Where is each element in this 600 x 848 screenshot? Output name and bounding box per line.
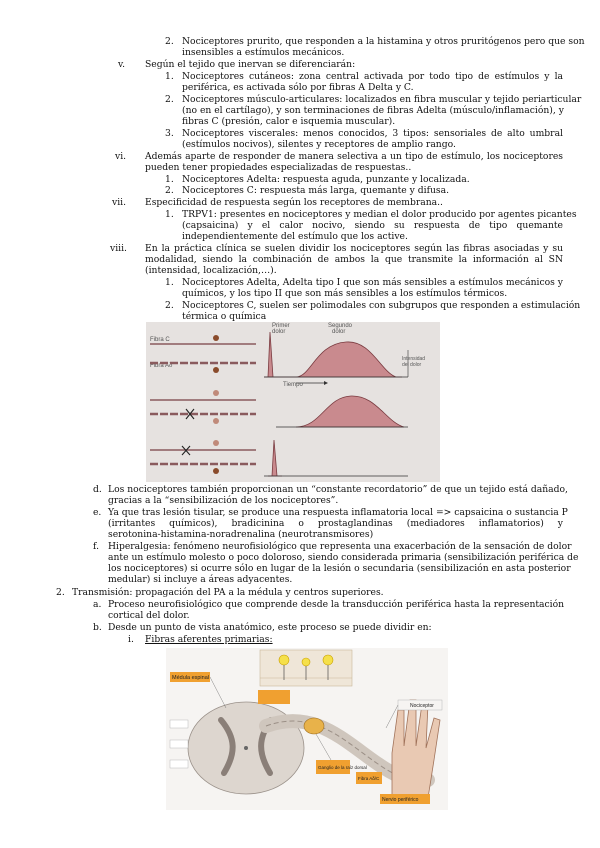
nociceptor-label: Nociceptor (410, 703, 434, 709)
spinal-cord-label: Médula espinal (172, 675, 209, 681)
text-line: Los nociceptores también proporcionan un “constante recordatorio” de que un tejido está dañado, (108, 484, 568, 495)
text-line: (capsaicina) y el calor nocivo, siendo su respuesta de tipo quemante (182, 220, 563, 231)
text-line: térmica o química (182, 311, 267, 322)
list-marker: 2. (165, 36, 174, 47)
text-line: serotonina-histamina-noradrenalina (neurotransmisores) (108, 529, 374, 540)
text-line: ante un estímulo molesto o poco doloroso, siendo considerada primaria (sensibilización periférica de (108, 552, 579, 563)
text-line: (estímulos nocivos), silentes y receptores de amplio rango. (182, 139, 456, 150)
afferent-fibers-figure (166, 648, 448, 810)
fiber-ad-label: Fibra Aδ (150, 363, 173, 369)
text-line: gracias a la “sensibilización de los nociceptores”. (108, 495, 339, 506)
figure-background (146, 322, 440, 482)
text-line: Nociceptores viscerales: menos conocidos, 3 tipos: sensoriales de alto umbral (182, 128, 563, 139)
text-line: Fibras aferentes primarias: (145, 634, 273, 645)
ganglion (304, 718, 324, 734)
list-marker: d. (93, 484, 102, 495)
svg-text:dolor: dolor (272, 329, 286, 335)
text-line: Desde un punto de vista anatómico, este proceso se puede dividir en: (108, 622, 432, 633)
fiber-label: Fibra Aδ/C (358, 776, 380, 781)
list-marker: 2. (56, 587, 65, 598)
text-line: Nociceptores músculo-articulares: localizados en fibra muscular y tejido periarticular (182, 94, 582, 105)
svg-text:Intensidad: Intensidad (402, 356, 426, 362)
text-line: (no en el cartílago), y son terminaciones de fibras Adelta (músculo/inflamación), y (182, 105, 564, 116)
text-line: periférica, es activada sólo por fibras A Delta y C. (182, 82, 414, 93)
text-line: (intensidad, localización,…). (145, 265, 277, 276)
text-line: modalidad, siendo la combinación de ambos la que transmite la información al SN (145, 254, 563, 265)
text-line: cortical del dolor. (108, 610, 190, 621)
list-marker: a. (93, 599, 102, 610)
text-line: Proceso neurofisiológico que comprende desde la transducción periférica hasta la representación (108, 599, 565, 610)
text-line: TRPV1: presentes en nociceptores y median el dolor producido por agentes picantes (182, 209, 577, 220)
ganglion-label: Ganglio de la raíz dorsal (318, 765, 367, 770)
list-marker: b. (93, 622, 102, 633)
text-line: Nociceptores prurito, que responden a la histamina y otros pruritógenos pero que son (182, 36, 585, 47)
list-marker: 1. (165, 71, 174, 82)
text-line: Nociceptores C: respuesta más larga, quemante y difusa. (182, 185, 450, 196)
list-marker: i. (128, 634, 134, 645)
first-pain-label: Primer (272, 323, 290, 329)
text-line: En la práctica clínica se suelen dividir los nociceptores según las fibras asociadas y su (145, 243, 563, 254)
svg-text:dolor: dolor (332, 329, 346, 335)
text-line: Nociceptores C, suelen ser polimodales con subgrupos que responden a estimulación (182, 300, 581, 311)
text-line: Nociceptores Adelta, Adelta tipo I que son más sensibles a estímulos mecánicos y (182, 277, 563, 288)
list-marker: 1. (165, 209, 174, 220)
list-marker: 3. (165, 128, 174, 139)
text-line: medular) si incluye a áreas adyacentes. (108, 574, 293, 585)
list-marker: 1. (165, 174, 174, 185)
svg-text:del dolor: del dolor (402, 362, 422, 368)
text-line: Ya que tras lesión tisular, se produce una respuesta inflamatoria local => capsaicina o sustancia P (108, 507, 568, 518)
text-line: pueden tener propiedades especializadas de respuestas.. (145, 162, 412, 173)
time-label: Tiempo (283, 382, 303, 388)
text-line: Nociceptores Adelta: respuesta aguda, punzante y localizada. (182, 174, 470, 185)
text-line: (irritantes químicos), bradicinina o prostaglandinas (mediadores inflamatorios) y (108, 518, 563, 529)
text-line: Según el tejido que inervan se diferenciarán: (145, 59, 356, 70)
list-marker: f. (93, 541, 99, 552)
list-marker: 2. (165, 94, 174, 105)
list-marker: vi. (115, 151, 127, 162)
list-marker: 2. (165, 185, 174, 196)
peripheral-nerve-label: Nervio periférico (382, 797, 419, 803)
text-line: fibras C (presión, calor e isquemia muscular). (182, 116, 396, 127)
second-pain-label: Segundo (328, 323, 353, 329)
text-line: Nociceptores cutáneos: zona central activada por todo tipo de estímulos y la (182, 71, 563, 82)
list-marker: 1. (165, 277, 174, 288)
text-line: Además aparte de responder de manera selectiva a un tipo de estímulo, los nociceptores (145, 151, 563, 162)
pain-fibers-figure (146, 322, 440, 482)
text-line: químicos, y los tipo II que son más sensibles a los estímulos térmicos. (182, 288, 508, 299)
text-line: insensibles a estímulos mecánicos. (182, 47, 345, 58)
list-marker: v. (118, 59, 126, 70)
text-line: Hiperalgesia: fenómeno neurofisiológico que representa una exacerbación de la sensación de dolor (108, 541, 572, 552)
text-line: los nociceptores) si ocurre sólo en lugar de la lesión o secundaria (sensibilización en asta posterior (108, 563, 571, 574)
list-marker: viii. (110, 243, 127, 254)
fiber-c-label: Fibra C (150, 337, 170, 343)
text-line: Especificidad de respuesta según los receptores de membrana.. (145, 197, 443, 208)
text-line: independientemente del estímulo que los active. (182, 231, 408, 242)
list-marker: 2. (165, 300, 174, 311)
text-line: Transmisión: propagación del PA a la médula y centros superiores. (72, 587, 384, 598)
list-marker: vii. (112, 197, 126, 208)
list-marker: e. (93, 507, 102, 518)
